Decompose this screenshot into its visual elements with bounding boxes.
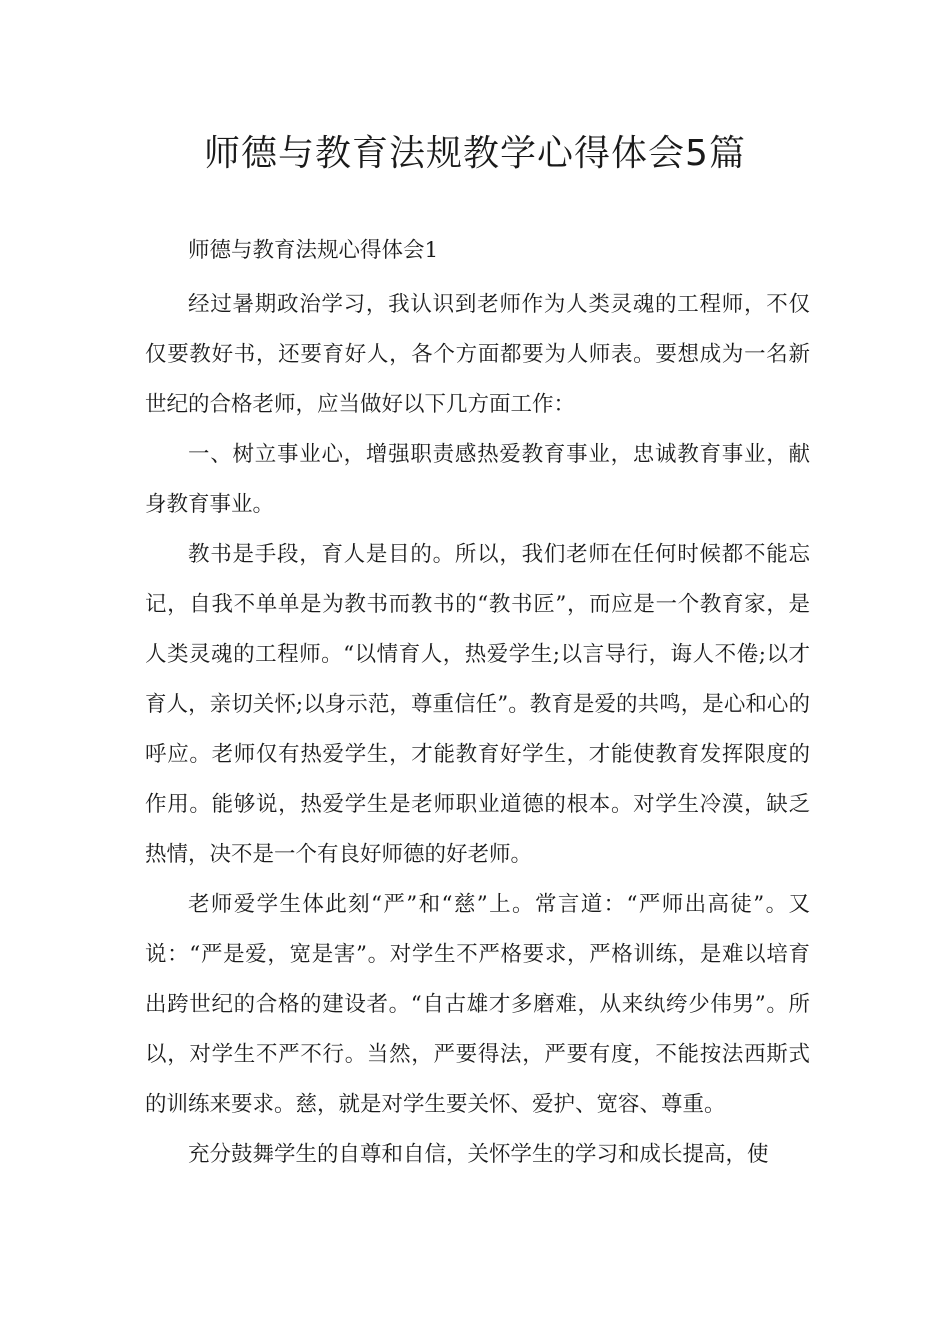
paragraph-point-one: 一、树立事业心，增强职责感热爱教育事业，忠诚教育事业，献身教育事业。 [145, 442, 810, 517]
paragraph-encourage: 充分鼓舞学生的自尊和自信，关怀学生的学习和成长提高，使 [188, 1142, 769, 1167]
document-body [145, 226, 810, 1180]
document-title: 师德与教育法规教学心得体会5篇 [204, 133, 746, 174]
section-heading: 师德与教育法规心得体会1 [188, 238, 439, 263]
paragraph-intro: 经过暑期政治学习，我认识到老师作为人类灵魂的工程师，不仅仅要教好书，还要育好人，各个方面都要为人师表。要想成为一名新世纪的合格老师，应当做好以下几方面工作： [145, 292, 810, 417]
paragraph-strict-and-kind: 老师爱学生体此刻“严”和“慈”上。常言道：“严师出高徒”。又说：“严是爱，宽是害”。对学生不严格要求，严格训练，是难以培育出跨世纪的合格的建设者。“自古雄才多磨难，从来纨绔少伟男”。所以，对学生不严不行。当然，严要得法，严要有度，不能按法西斯式的训练来要求。慈，就是对学生要关怀、爱护、宽容、尊重。 [145, 892, 810, 1117]
paragraph-teaching-purpose: 教书是手段，育人是目的。所以，我们老师在任何时候都不能忘记，自我不单单是为教书而教书的“教书匠”，而应是一个教育家，是人类灵魂的工程师。“以情育人，热爱学生;以言导行，诲人不倦;以才育人，亲切关怀;以身示范，尊重信任”。教育是爱的共鸣，是心和心的呼应。老师仅有热爱学生，才能教育好学生，才能使教育发挥限度的作用。能够说，热爱学生是老师职业道德的根本。对学生冷漠，缺乏热情，决不是一个有良好师德的好老师。 [145, 542, 810, 867]
